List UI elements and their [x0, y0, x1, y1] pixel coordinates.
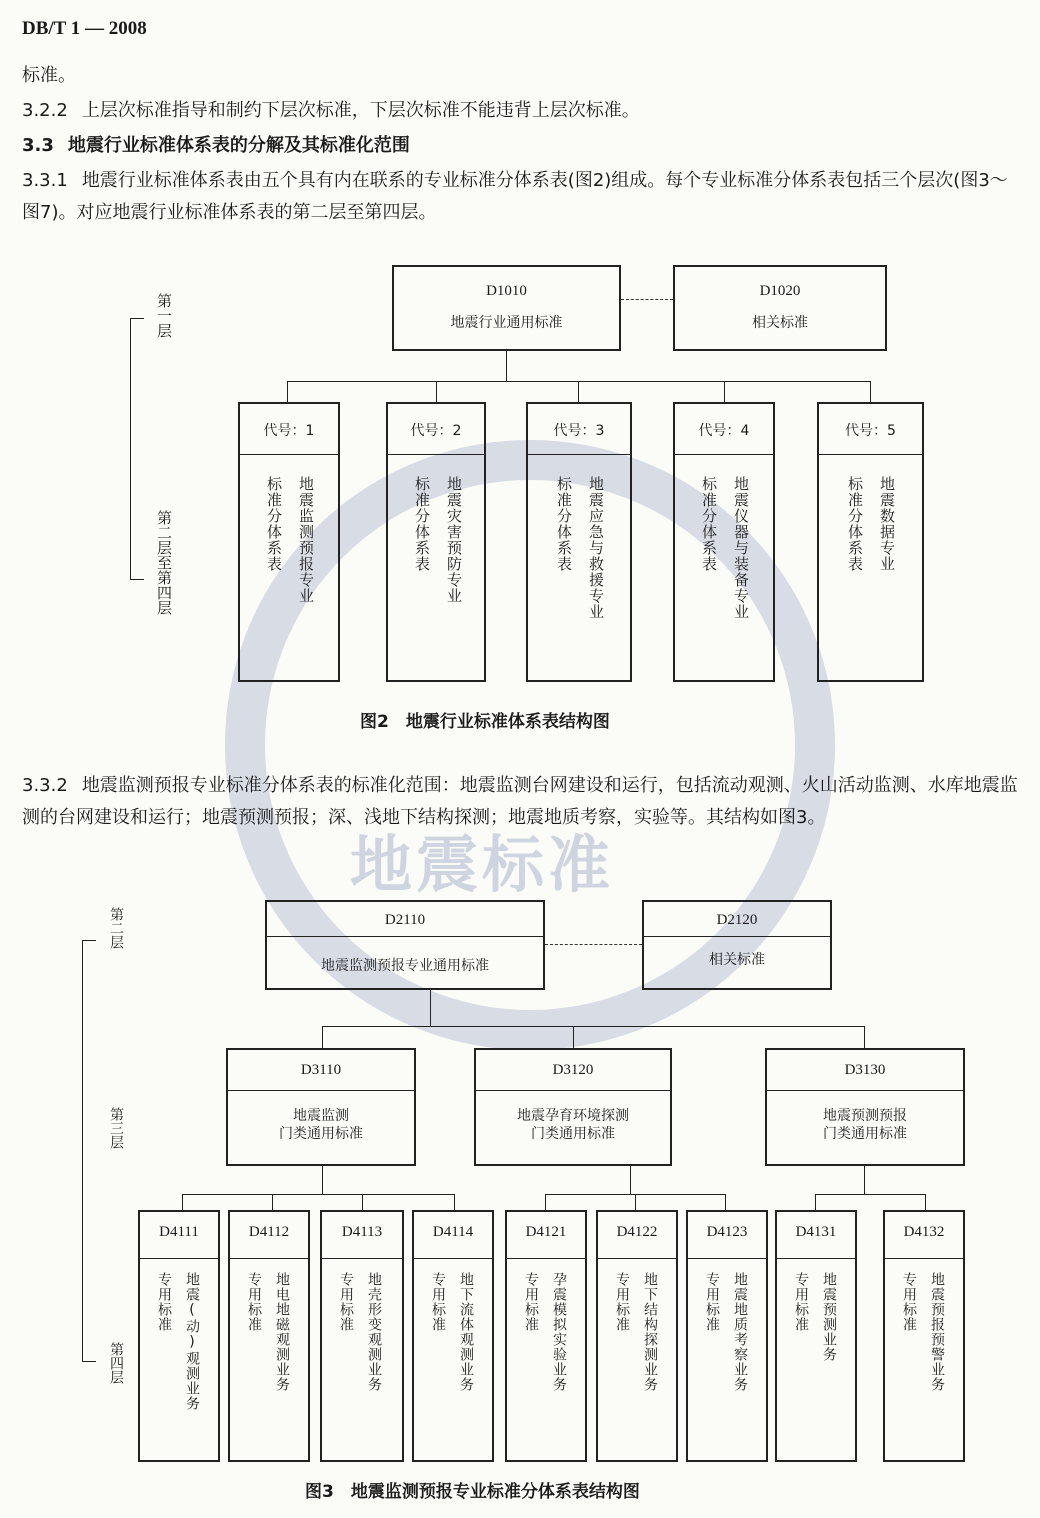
box-code: D3120	[552, 1062, 594, 1078]
box-name: 地震行业通用标准	[450, 315, 563, 331]
col-text: 专用标准	[338, 1272, 354, 1332]
box-code: D2110	[384, 912, 426, 928]
box-code: D4111	[159, 1224, 199, 1240]
col-text: 地下流体观测业务	[458, 1272, 474, 1392]
box-d3110	[226, 1048, 416, 1166]
box-name-line: 门类通用标准	[823, 1126, 907, 1142]
box-code: D1010	[486, 283, 527, 299]
box-name-line: 地震监测	[293, 1108, 349, 1124]
section-3-3-heading	[22, 130, 1022, 162]
box-d4114	[412, 1210, 494, 1462]
paragraph-continuation: 标准。	[22, 65, 76, 86]
col-text: 专用标准	[901, 1272, 917, 1332]
col-text: 专用标准	[430, 1272, 446, 1332]
box-code: 代号：3	[553, 423, 605, 439]
box-d4111	[138, 1210, 220, 1462]
box-name: 地震监测预报专业通用标准	[321, 958, 489, 974]
document-header: DB/T 1 — 2008	[22, 18, 147, 39]
level-label-3: 第三层	[108, 1107, 124, 1149]
box-d3130	[765, 1048, 965, 1166]
box-code: D4123	[706, 1224, 748, 1240]
box-code: D2120	[716, 912, 758, 928]
box-code-4	[673, 402, 775, 682]
box-name-line: 地震孕育环境探测	[517, 1108, 629, 1124]
watermark-text: 地震标准	[350, 828, 615, 901]
col-text: 专用标准	[523, 1272, 539, 1332]
col-text: 孕震模拟实验业务	[551, 1272, 567, 1392]
box-code: D4131	[795, 1224, 837, 1240]
figure-3-caption: 图3 地震监测预报专业标准分体系表结构图	[305, 1482, 640, 1502]
section-3-2-2	[22, 95, 1022, 127]
section-3-3-2	[22, 770, 1022, 834]
section-text: 地震监测预报专业标准分体系表的标准化范围：地震监测台网建设和运行，包括流动观测、火山活动监测、水库地震监测的台网建设和运行；地震预测预报；深、浅地下结构探测；地震地质考察，实验等。其结构如图3。	[22, 775, 1018, 828]
col-text: 标准分体系表	[846, 476, 864, 572]
col-text: 地震仪器与装备专业	[732, 476, 750, 620]
col-text: 地震数据专业	[878, 476, 896, 572]
col-text: 地震预测业务	[821, 1272, 837, 1362]
section-number: 3.3	[22, 135, 54, 156]
level-label-4: 第四层	[108, 1342, 124, 1384]
section-number: 3.2.2	[22, 100, 68, 121]
box-code: D4132	[903, 1224, 945, 1240]
box-d2110	[265, 900, 545, 990]
box-d4132	[883, 1210, 965, 1462]
box-code: D1020	[759, 283, 801, 299]
col-text: 专用标准	[793, 1272, 809, 1332]
col-text: 专用标准	[246, 1272, 262, 1332]
box-d4131	[775, 1210, 857, 1462]
col-text: 标准分体系表	[700, 476, 718, 572]
box-d3120	[474, 1048, 672, 1166]
level-label-1: 第一层	[155, 293, 173, 338]
box-d4113	[320, 1210, 404, 1462]
box-name: 相关标准	[709, 952, 765, 968]
box-code-5	[817, 402, 924, 682]
figure-2-caption: 图2 地震行业标准体系表结构图	[360, 712, 610, 732]
box-d4123	[686, 1210, 768, 1462]
col-text: 地震地质考察业务	[732, 1272, 748, 1392]
box-code: D4121	[525, 1224, 567, 1240]
col-text: 标准分体系表	[413, 476, 431, 572]
col-text: 地震应急与救援专业	[587, 476, 605, 620]
col-text: 地震预报预警业务	[929, 1272, 945, 1392]
box-d1010	[392, 265, 621, 351]
box-d4121	[505, 1210, 587, 1462]
box-code: D3110	[300, 1062, 342, 1078]
box-code-3	[526, 402, 632, 682]
box-d4122	[596, 1210, 678, 1462]
box-code: 代号：5	[845, 423, 896, 439]
col-text: 地震(动)观测业务	[184, 1272, 200, 1411]
col-text: 地震灾害预防专业	[445, 476, 463, 604]
section-title: 地震行业标准体系表的分解及其标准化范围	[67, 135, 410, 156]
box-name-line: 门类通用标准	[531, 1126, 615, 1142]
box-code: 代号：1	[263, 423, 315, 439]
section-3-3-1	[22, 165, 1022, 229]
col-text: 地震监测预报专业	[297, 476, 315, 604]
box-code: D4122	[616, 1224, 658, 1240]
box-code: D4114	[432, 1224, 474, 1240]
box-d2120	[642, 900, 832, 990]
level-label-2: 第二层	[108, 907, 124, 949]
section-text: 地震行业标准体系表由五个具有内在联系的专业标准分体系表(图2)组成。每个专业标准分体系表包括三个层次(图3～图7)。对应地震行业标准体系表的第二层至第四层。	[22, 170, 1008, 223]
box-code: 代号：2	[410, 423, 462, 439]
col-text: 地壳形变观测业务	[366, 1272, 382, 1392]
section-number: 3.3.2	[22, 775, 68, 796]
section-number: 3.3.1	[22, 170, 68, 191]
box-code: D4113	[341, 1224, 383, 1240]
box-code: 代号：4	[698, 423, 750, 439]
box-code: D3130	[844, 1062, 886, 1078]
col-text: 专用标准	[704, 1272, 720, 1332]
box-d4112	[228, 1210, 310, 1462]
col-text: 标准分体系表	[265, 476, 283, 572]
col-text: 地电地磁观测业务	[274, 1272, 290, 1392]
box-code: D4112	[248, 1224, 290, 1240]
box-name-line: 门类通用标准	[279, 1126, 363, 1142]
box-d1020	[673, 265, 887, 351]
col-text: 标准分体系表	[555, 476, 573, 572]
box-code-2	[386, 402, 486, 682]
col-text: 专用标准	[614, 1272, 630, 1332]
box-name: 相关标准	[752, 315, 808, 331]
col-text: 地下结构探测业务	[642, 1272, 658, 1392]
box-name-line: 地震预测预报	[823, 1108, 907, 1124]
col-text: 专用标准	[156, 1272, 172, 1332]
box-code-1	[238, 402, 340, 682]
section-text: 上层次标准指导和制约下层次标准，下层次标准不能违背上层次标准。	[81, 100, 640, 121]
level-label-2-4: 第二层至第四层	[155, 510, 173, 615]
